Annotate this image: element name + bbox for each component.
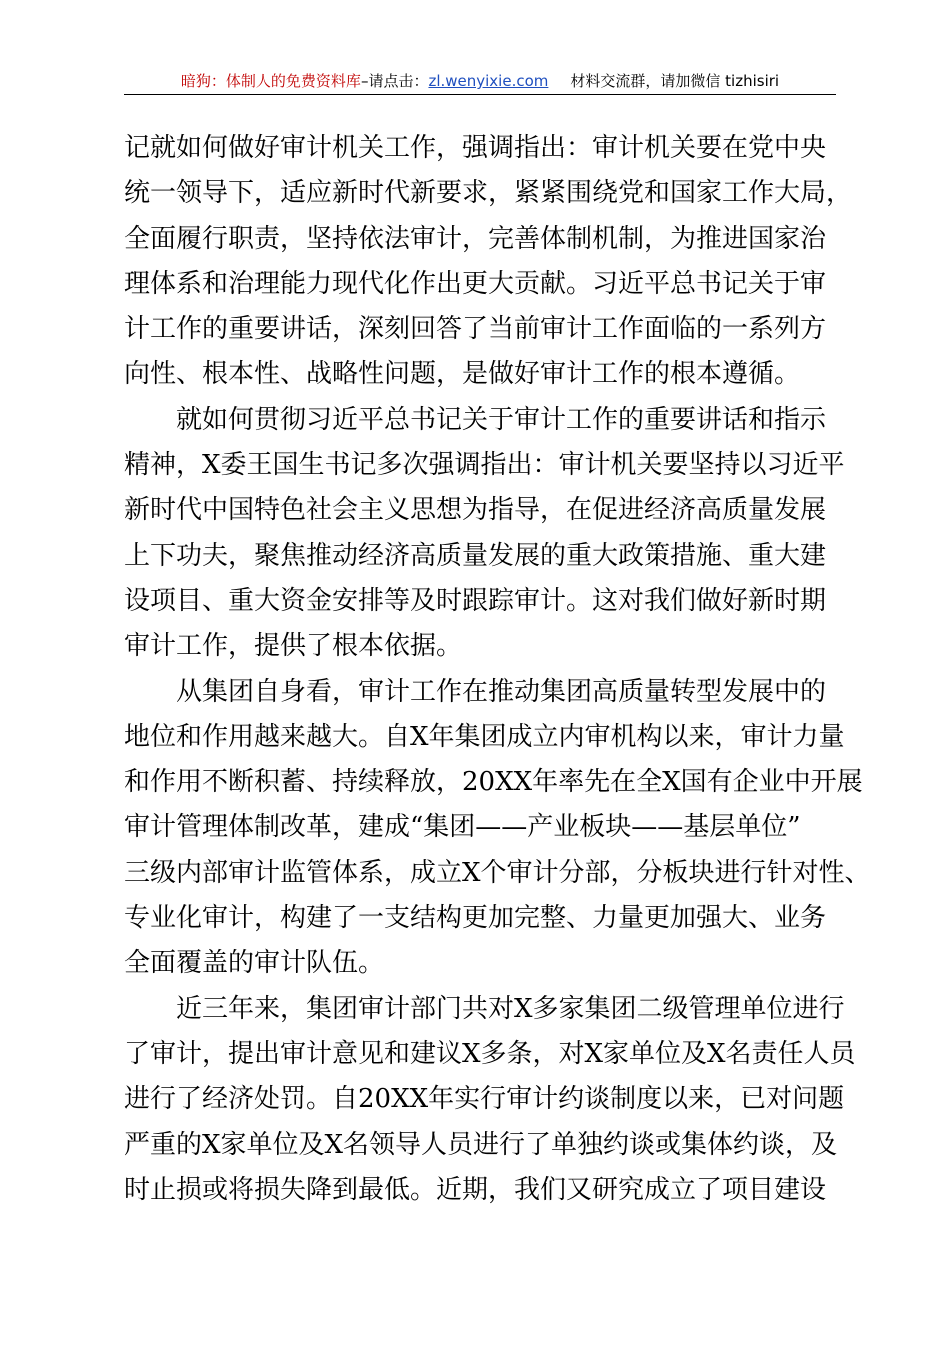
text-line: 审计工作，提供了根本依据。 bbox=[124, 631, 463, 662]
header-contact: 材料交流群，请加微信 tizhisiri bbox=[570, 72, 780, 90]
text-line: 全面覆盖的审计队伍。 bbox=[124, 948, 385, 979]
text-line: 向性、根本性、战略性问题，是做好审计工作的根本遵循。 bbox=[124, 359, 801, 390]
header-separator: –请点击： bbox=[360, 72, 429, 90]
text-line: 记就如何做好审计机关工作，强调指出：审计机关要在党中央 bbox=[124, 133, 827, 163]
text-line: 专业化审计，构建了一支结构更加完整、力量更加强大、业务 bbox=[124, 903, 827, 934]
text-line: 全面履行职责，坚持依法审计，完善体制机制，为推进国家治 bbox=[124, 223, 827, 254]
text-line: 统一领导下，适应新时代新要求，紧紧围绕党和国家工作大局， bbox=[124, 178, 853, 209]
text-line: 精神，X委王国生书记多次强调指出：审计机关要坚持以习近平 bbox=[124, 450, 845, 481]
text-line: 理体系和治理能力现代化作出更大贡献。习近平总书记关于审 bbox=[124, 268, 827, 299]
text-line: 新时代中国特色社会主义思想为指导，在促进经济高质量发展 bbox=[124, 495, 827, 526]
text-line: 近三年来，集团审计部门共对X多家集团二级管理单位进行 bbox=[176, 993, 845, 1024]
text-line: 三级内部审计监管体系，成立X个审计分部，分板块进行针对性、 bbox=[124, 857, 871, 888]
text-line: 就如何贯彻习近平总书记关于审计工作的重要讲话和指示 bbox=[176, 404, 827, 435]
text-line: 审计管理体制改革，建成“集团——产业板块——基层单位” bbox=[124, 812, 801, 843]
text-line: 和作用不断积蓄、持续释放，20XX年率先在全X国有企业中开展 bbox=[124, 767, 863, 798]
text-line: 进行了经济处罚。自20XX年实行审计约谈制度以来，已对问题 bbox=[124, 1084, 845, 1115]
paragraph bbox=[124, 670, 871, 987]
text-line: 严重的X家单位及X名领导人员进行了单独约谈或集体约谈，及 bbox=[124, 1129, 838, 1160]
paragraph bbox=[124, 398, 845, 670]
header-link[interactable]: zl.wenyixie.com bbox=[428, 72, 549, 90]
header-brand: 暗狗：体制人的免费资料库 bbox=[180, 72, 361, 90]
paragraph bbox=[124, 987, 856, 1213]
page-header bbox=[124, 68, 836, 95]
text-line: 地位和作用越来越大。自X年集团成立内审机构以来，审计力量 bbox=[124, 721, 845, 752]
document-body bbox=[124, 126, 871, 1213]
text-line: 时止损或将损失降到最低。近期，我们又研究成立了项目建设 bbox=[124, 1174, 827, 1205]
text-line: 设项目、重大资金安排等及时跟踪审计。这对我们做好新时期 bbox=[124, 585, 827, 616]
text-line: 了审计，提出审计意见和建议X多条，对X家单位及X名责任人员 bbox=[124, 1038, 856, 1069]
text-line: 计工作的重要讲话，深刻回答了当前审计工作面临的一系列方 bbox=[124, 314, 827, 345]
text-line: 上下功夫，聚焦推动经济高质量发展的重大政策措施、重大建 bbox=[124, 540, 827, 571]
paragraph bbox=[124, 126, 853, 398]
text-line: 从集团自身看，审计工作在推动集团高质量转型发展中的 bbox=[176, 676, 827, 707]
